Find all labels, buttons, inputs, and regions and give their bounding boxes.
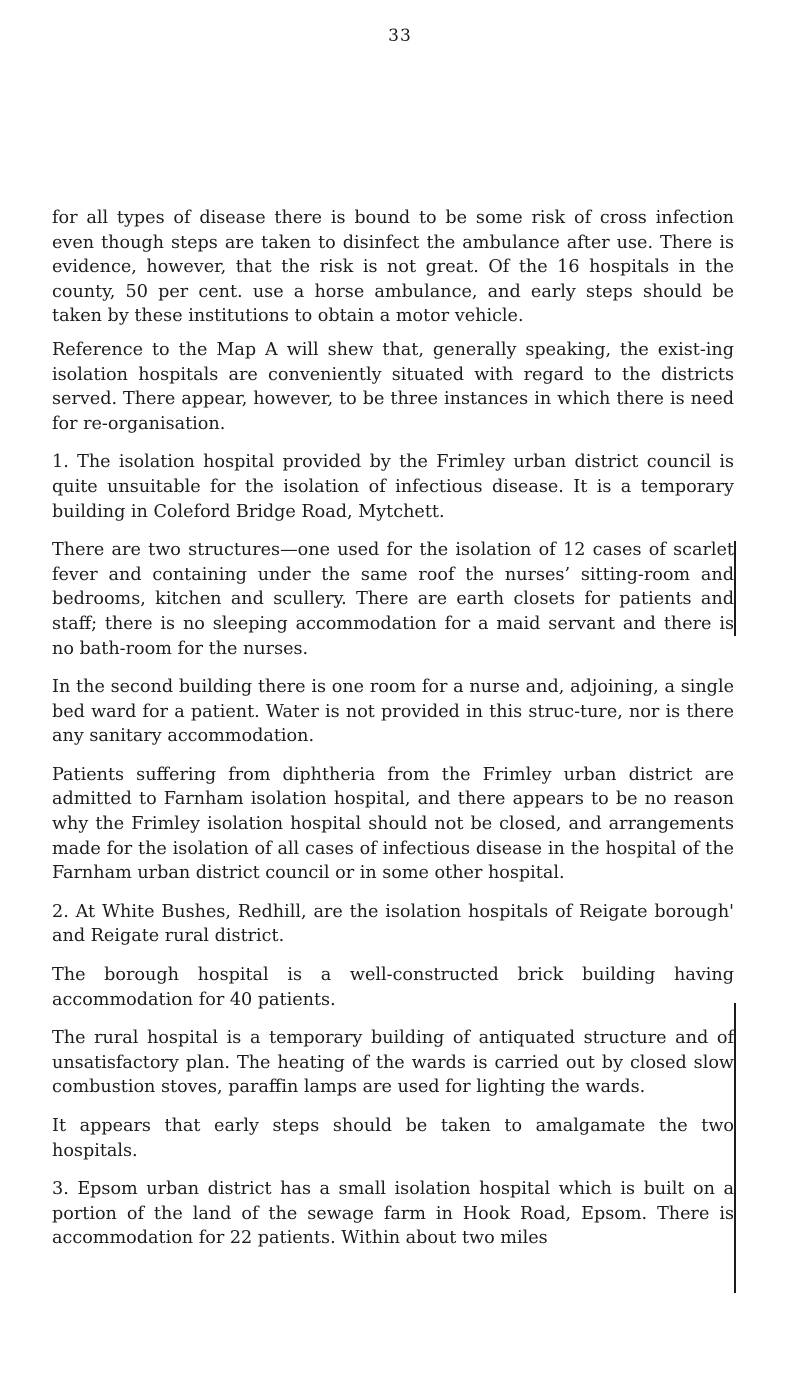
paragraph-frimley-structures: There are two structures—one used for the isolation of 12 cases of scarlet fever and containing under the same roof the nurses’ sitting-room and bedrooms, kitchen and scullery. There are earth closets for patients and staff; there is no sleeping accommodation for a maid servant and there is no bath-room for the nurses. [52, 540, 734, 659]
page-number: 33 [388, 26, 412, 46]
margin-rule-reigate-epsom [734, 1003, 736, 1293]
paragraph-diphtheria-farnham: Patients suffering from diphtheria from the Frimley urban district are admitted to Farnham isolation hospital, and there appears to be no reason why the Frimley isolation hospital should not be closed, and arrangements made for the isolation of all cases of infectious disease in the hospital of the Farnham urban district council or in some other hospital. [52, 764, 734, 884]
paragraph-ambulance-risk: for all types of disease there is bound to be some risk of cross infection even though steps are taken to disinfect the ambulance after use. There is evidence, however, that the risk is not great. Of the 16 hospitals in the county, 50 per cent. use a horse ambulance, and early steps should be taken by these institutions to obtain a motor vehicle. [52, 208, 734, 327]
paragraph-map-reference: Reference to the Map A will shew that, generally speaking, the exist-ing isolation hospitals are conveniently situated with regard to the districts served. There appear, however, to be three instances in which there is need for re-organisation. [52, 339, 734, 434]
paragraph-white-bushes: 2. At White Bushes, Redhill, are the isolation hospitals of Reigate borough' and Reigate rural district. [52, 901, 734, 947]
paragraph-amalgamate: It appears that early steps should be taken to amalgamate the two hospitals. [52, 1116, 734, 1161]
paragraph-borough-hospital: The borough hospital is a well-constructed brick building having accommodation for 40 patients. [52, 965, 734, 1010]
paragraph-epsom: 3. Epsom urban district has a small isolation hospital which is built on a portion of the land of the sewage farm in Hook Road, Epsom. There is accommodation for 22 patients. Within about two miles [52, 1179, 734, 1249]
paragraph-second-building: In the second building there is one room for a nurse and, adjoining, a single bed ward for a patient. Water is not provided in this struc-ture, nor is there any sanitary accommodation. [52, 677, 734, 747]
margin-rule-frimley [734, 541, 736, 636]
paragraph-frimley-unsuitable: 1. The isolation hospital provided by the Frimley urban district council is quite unsuitable for the isolation of infectious disease. It is a temporary building in Coleford Bridge Road, Mytchett. [52, 452, 734, 522]
document-body [52, 206, 734, 1265]
paragraph-rural-hospital: The rural hospital is a temporary building of antiquated structure and of unsatisfactory plan. The heating of the wards is carried out by closed slow combustion stoves, paraffin lamps are used for lighting the wards. [52, 1028, 734, 1098]
